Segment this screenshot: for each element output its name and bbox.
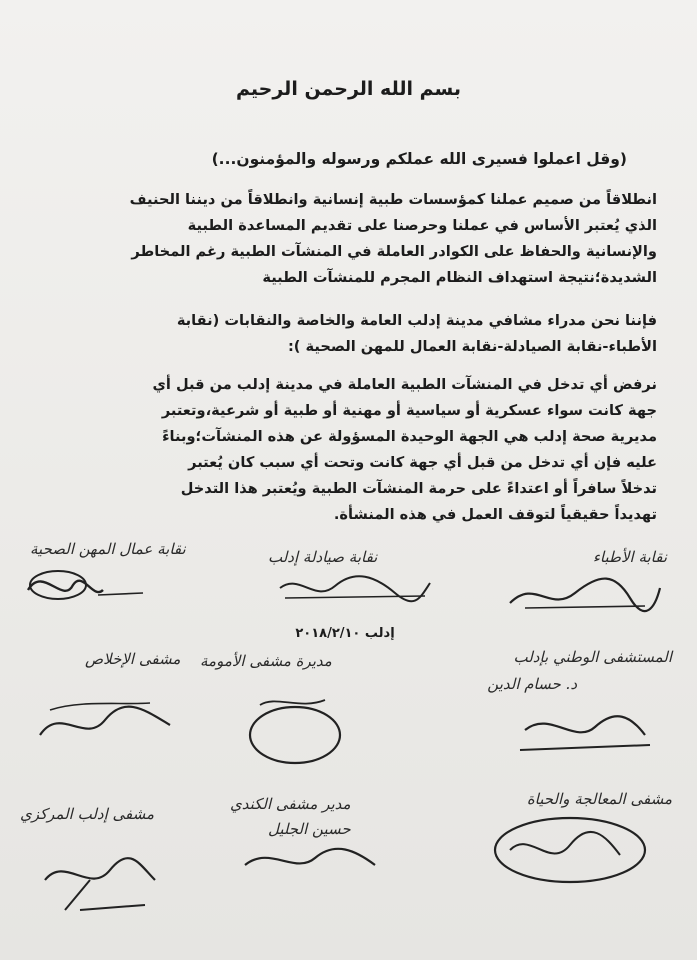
paragraph-line: عليه فإن أي تدخل من قبل أي جهة كانت وتحت أي سبب كان يُعتبر	[188, 454, 657, 471]
signature-health-workers-syndicate	[18, 560, 158, 614]
signature-label: مشفى إدلب المركزي	[20, 805, 155, 823]
signature-central-hospital	[35, 850, 165, 924]
quran-verse: (وقل اعملوا فسيرى الله عملكم ورسوله والمؤمنون...)	[211, 150, 627, 168]
paragraph-line: الشديدة؛نتيجة استهداف النظام المجرم للمنشآت الطبية	[262, 269, 657, 286]
paragraph-line: الأطباء-نقابة الصيادلة-نقابة العمال للمهن الصحية ):	[287, 338, 657, 355]
paragraph-line: الذي يُعتبر الأساس في عملنا وحرصنا على تقديم المساعدة الطبية	[187, 217, 657, 234]
signature-name: حسين الجليل	[268, 820, 351, 838]
signature-maternity-hospital	[240, 690, 350, 774]
signature-label: مديرة مشفى الأمومة	[200, 652, 332, 670]
paragraph-line: نرفض أي تدخل في المنشآت الطبية العاملة في مدينة إدلب من قبل أي	[152, 376, 657, 393]
paragraph-line: والإنسانية والحفاظ على الكوادر العاملة في المنشآت الطبية رغم المخاطر	[131, 243, 657, 260]
signature-kindi-hospital	[240, 840, 380, 884]
signature-label: نقابة صيادلة إدلب	[268, 548, 378, 566]
paragraph-statement	[37, 372, 657, 528]
date-line: إدلب ٢٠١٨/٢/١٠	[295, 626, 395, 641]
signature-name: د. حسام الدين	[487, 675, 577, 693]
signature-label: نقابة عمال المهن الصحية	[30, 540, 186, 558]
basmala-heading: بسم الله الرحمن الرحيم	[236, 78, 461, 100]
paragraph-line: تدخلاً سافراً أو اعتداءً على حرمة المنشآت الطبية ويُعتبر هذا التدخل	[180, 480, 657, 497]
signature-ikhlas-hospital	[30, 695, 180, 759]
signature-label: مشفى المعالجة والحياة	[526, 790, 672, 808]
signature-label: مشفى الإخلاص	[85, 650, 181, 668]
paragraph-line: تهديداً حقيقياً لتوقف العمل في هذه المنشأة.	[333, 506, 657, 523]
signature-label: المستشفى الوطني بإدلب	[513, 648, 672, 666]
signature-healing-hospital	[480, 810, 650, 894]
signature-doctors-syndicate	[505, 568, 665, 622]
signature-pharmacists-syndicate	[275, 568, 435, 612]
paragraph-line: جهة كانت سواء عسكرية أو سياسية أو مهنية أو طبية أو شرعية،وتعتبر	[161, 402, 657, 419]
paragraph-line: فإننا نحن مدراء مشافي مدينة إدلب العامة والخاصة والنقابات (نقابة	[176, 312, 657, 329]
signature-national-hospital	[515, 705, 655, 764]
paragraph-line: انطلاقاً من صميم عملنا كمؤسسات طبية إنسانية وانطلاقاً من ديننا الحنيف	[129, 191, 657, 208]
paragraph-line: مديرية صحة إدلب هي الجهة الوحيدة المسؤولة عن هذه المنشآت؛وبناءً	[162, 428, 657, 445]
signature-label: مدير مشفى الكندي	[230, 795, 351, 813]
paragraph-intro	[37, 187, 657, 291]
paragraph-signatories	[37, 308, 657, 360]
signature-label: نقابة الأطباء	[592, 548, 667, 566]
